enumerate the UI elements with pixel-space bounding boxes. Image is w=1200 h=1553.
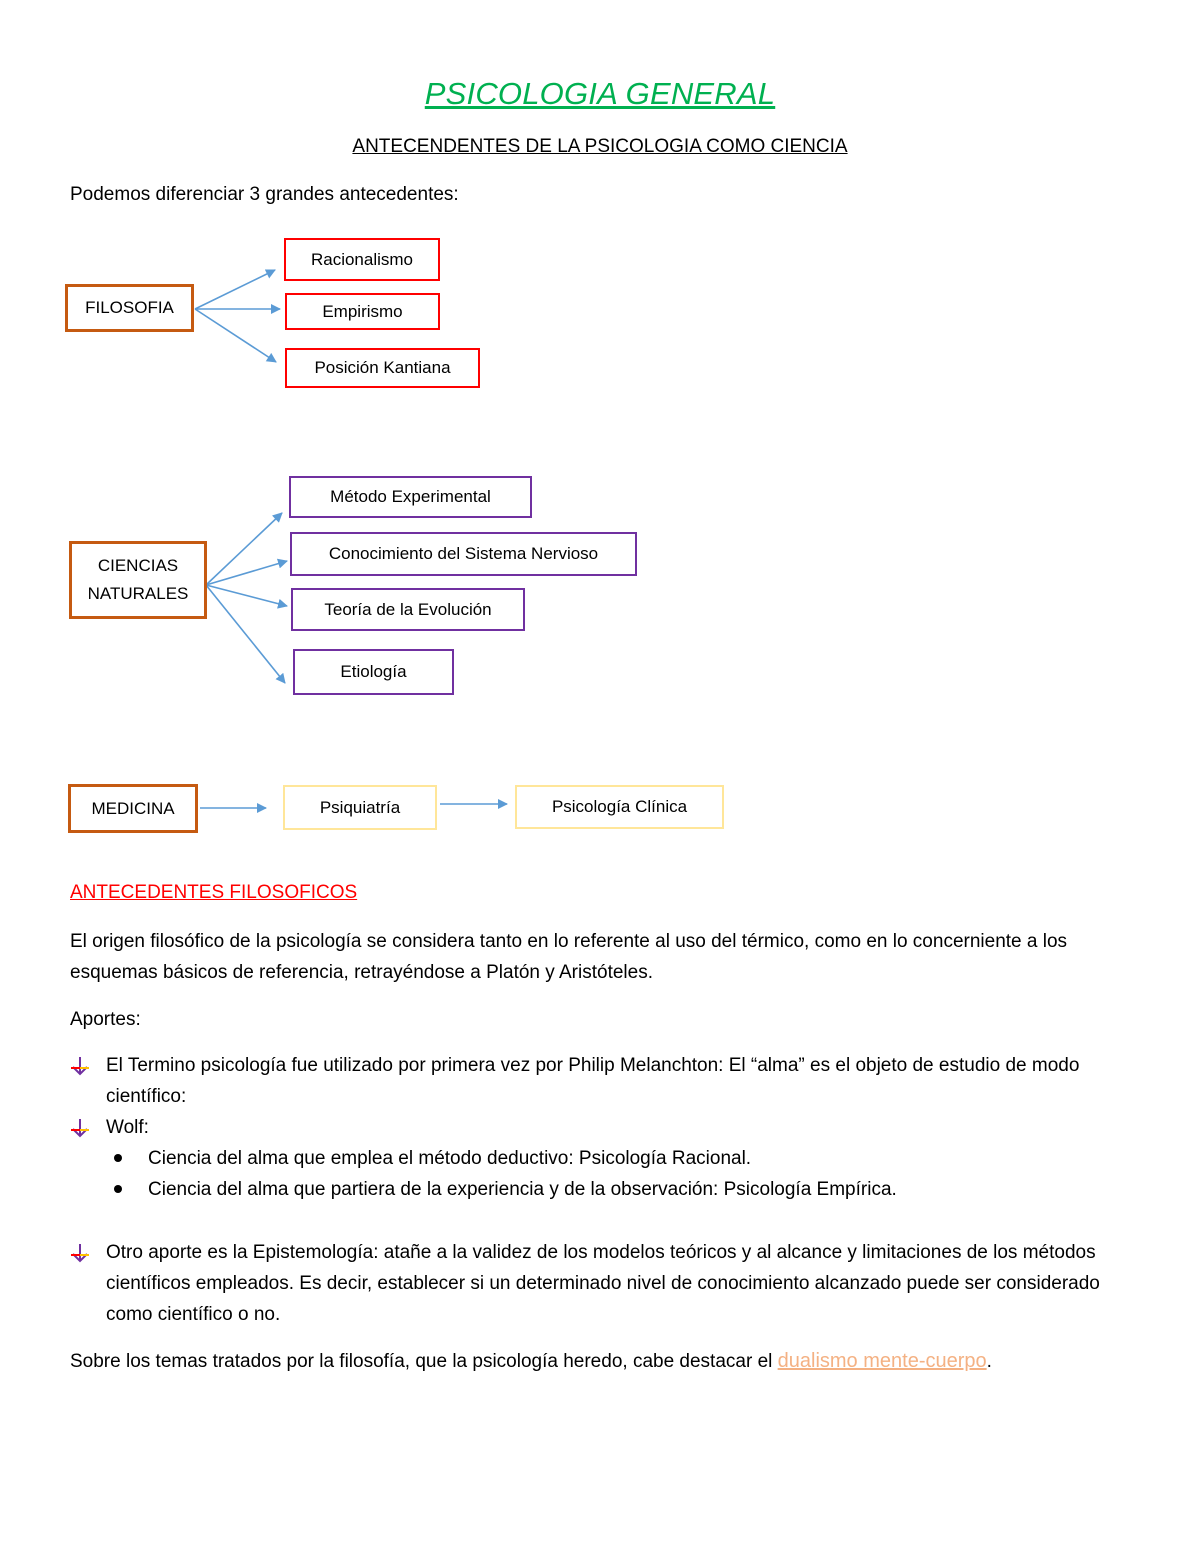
arrow-bullet-icon [70,1118,90,1138]
psicologia-clinica-label: Psicología Clínica [551,797,688,816]
arrow-bullet-icon [70,1243,90,1263]
psicologia-clinica-box [515,785,724,829]
metodo-experimental-box [289,476,532,518]
empirismo-label: Empirismo [322,301,403,321]
closing-end: . [986,1351,992,1372]
section-paragraph: El origen filosófico de la psicología se considera tanto en lo referente al uso del térmico, como en lo concerniente a los esquemas básicos de referencia, retrayéndose a Platón y Aristóteles. [70,931,1068,983]
filosofia-box [65,284,194,332]
posicion-kantiana-label: Posición Kantiana [314,358,451,377]
list-item [70,1237,1132,1330]
medicina-label: MEDICINA [91,798,175,818]
medicina-box [68,784,198,833]
bullet-text: Otro aporte es la Epistemología: atañe a la validez de los modelos teóricos y al alcance y limitaciones de los métodos científicos empleados. Es decir, establecer si un determinado nivel de conocimiento alcanzado puede ser considerado como científico o no. [106,1242,1100,1325]
posicion-kantiana-box [285,348,480,388]
highlight-link[interactable]: dualismo mente-cuerpo [777,1350,987,1372]
psiquiatria-box [283,785,437,830]
dot-bullet-icon [114,1185,122,1193]
ciencias-naturales-box [69,541,207,619]
metodo-experimental-label: Método Experimental [330,487,491,506]
page-subtitle: ANTECENDENTES DE LA PSICOLOGIA COMO CIENCIA [352,136,848,157]
empirismo-box [285,293,440,330]
list-item [70,1112,1132,1143]
list-item [70,1050,1132,1112]
aportes-label: Aportes: [70,1009,141,1030]
arrow-filosofia-racionalismo [195,270,275,309]
bullet-text: El Termino psicología fue utilizado por primera vez por Philip Melanchton: El “alma” es el objeto de estudio de modo científico: [106,1055,1080,1107]
arrow-filosofia-kantiana [195,309,276,362]
arrow-ciencias-evolucion [206,585,287,606]
racionalismo-box [284,238,440,281]
list-item [112,1143,1112,1174]
closing-paragraph [70,1346,1130,1377]
closing-text: Sobre los temas tratados por la filosofía, que la psicología heredo, cabe destacar el [70,1351,778,1372]
arrow-ciencias-etiologia [206,585,285,683]
teoria-evolucion-box [291,588,525,631]
filosofia-label: FILOSOFIA [85,298,174,317]
ciencias-label-line1: CIENCIAS [97,556,179,575]
sistema-nervioso-label: Conocimiento del Sistema Nervioso [328,544,599,563]
sistema-nervioso-box [290,532,637,576]
bullet-text: Wolf: [106,1117,149,1138]
racionalismo-label: Racionalismo [310,249,414,269]
intro-text: Podemos diferenciar 3 grandes antecedentes: [70,184,459,205]
teoria-evolucion-label: Teoría de la Evolución [324,599,492,619]
sub-bullet-text: Ciencia del alma que emplea el método deductivo: Psicología Racional. [148,1148,752,1169]
psiquiatria-label: Psiquiatría [319,797,401,817]
list-item [112,1174,1112,1205]
etiologia-label: Etiología [340,662,407,681]
section-title: ANTECEDENTES FILOSOFICOS [70,882,358,903]
etiologia-box [293,649,454,695]
arrow-bullet-icon [70,1056,90,1076]
dot-bullet-icon [114,1154,122,1162]
page-title: PSICOLOGIA GENERAL [424,76,776,111]
sub-bullet-text: Ciencia del alma que partiera de la experiencia y de la observación: Psicología Empírica. [148,1179,897,1200]
ciencias-label-line2: NATURALES [87,584,189,603]
